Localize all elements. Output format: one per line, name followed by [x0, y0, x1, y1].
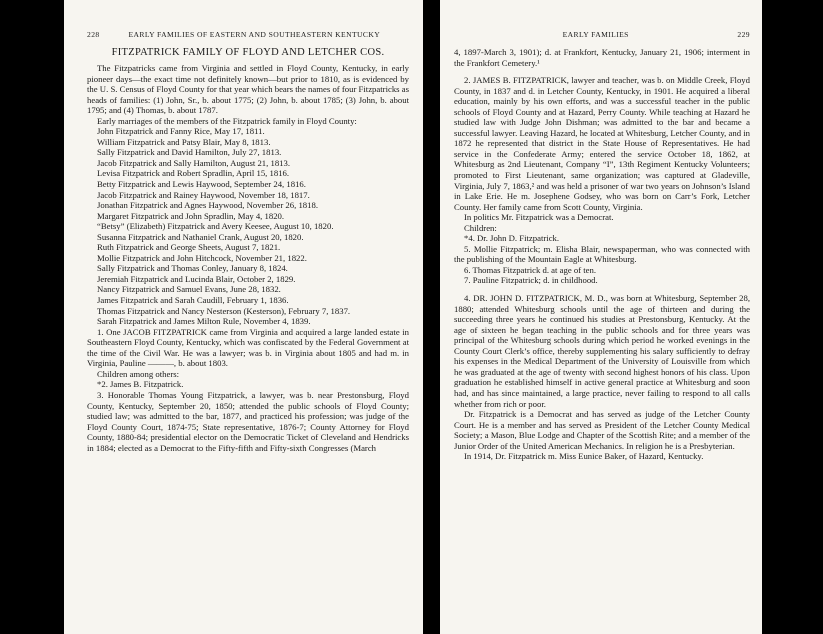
child-entry: 6. Thomas Fitzpatrick d. at age of ten.: [464, 264, 597, 275]
list-item: Jonathan Fitzpatrick and Agnes Haywood, November 26, 1818.: [97, 200, 319, 211]
running-head: EARLY FAMILIES: [562, 30, 629, 39]
list-item: Susanna Fitzpatrick and Nathaniel Crank, August 20, 1820.: [97, 231, 304, 242]
paragraph-james: 2. JAMES B. FITZPATRICK, lawyer and teacher, was b. on Middle Creek, Floyd County, in 1837 and d. in Letcher County, Kentucky, in 1901. He acquired a liberal education, mainly by his own efforts, and was a successful teacher in the public schools of Floyd County and at Hazard, Perry County. While teaching at Hazard he studied law with Judge John Dishman; was admitted to the bar and became a successful lawyer. Leaving Hazard, he located at Whitesburg, Letcher County, and in 1872 he represented that district in the State House of Representatives. He had service in the Confederate Army; entered the service October 18, 1862, at Whitesburg as 2nd Lieutenant, Company “I”, 13th Regiment Kentucky Volunteers; promoted to First Lieutenant, same organization; was captured at Gladeville, Virginia, July 7, 1863,² and was held a prisoner of war two years on Johnson’s Island in Lake Erie. He m. Josephene Godsey, who was born on Carr’s Fork, Letcher County. Her family came from Scott County, Virginia.: [454, 75, 750, 212]
list-item: Thomas Fitzpatrick and Nancy Nesterson (Kesterson), February 7, 1837.: [97, 305, 351, 316]
right-page: [440, 0, 762, 634]
children-label: Children among others:: [97, 368, 180, 379]
list-item: John Fitzpatrick and Fanny Rice, May 17, 1811.: [97, 126, 265, 137]
child-entry: *4. Dr. John D. Fitzpatrick.: [464, 233, 560, 244]
paragraph-john-marriage: In 1914, Dr. Fitzpatrick m. Miss Eunice Baker, of Hazard, Kentucky.: [464, 451, 704, 462]
left-page: [64, 0, 423, 634]
list-item: Sarah Fitzpatrick and James Milton Rule, November 4, 1839.: [97, 316, 311, 327]
list-item: Mollie Fitzpatrick and John Hitchcock, November 21, 1822.: [97, 252, 307, 263]
page-number: 228: [87, 30, 100, 39]
marriages-intro: Early marriages of the members of the Fitzpatrick family in Floyd County:: [97, 115, 357, 126]
paragraph-thomas: 3. Honorable Thomas Young Fitzpatrick, a lawyer, was b. near Prestonsburg, Floyd County, Kentucky, September 20, 1850; attended the public schools of Floyd County; studied law; was admitted to the bar, 1877, and practiced his profession; was judge of the Floyd County Court, 1874-75; State representative, 1876-7; County Attorney for Floyd County, 1880-84; presidential elector on the Democratic Ticket of Cleveland and Hendricks in 1884; elected as a Democrat to the Fifty-fifth and Fifty-sixth Congresses (March: [87, 389, 409, 453]
list-item: Jacob Fitzpatrick and Rainey Haywood, November 18, 1817.: [97, 189, 310, 200]
child-entry: 5. Mollie Fitzpatrick; m. Elisha Blair, newspaperman, who was connected with the publishing of the Mountain Eagle at Whitesburg.: [454, 243, 750, 265]
intro-paragraph: The Fitzpatricks came from Virginia and settled in Floyd County, Kentucky, in early pioneer days—the exact time not definitely known—but prior to 1810, as is evidenced by the U. S. Census of Floyd County for that year which bears the names of four Fitzpatricks as heads of families: (1) John, Sr., b. about 1775; (2) John, b. about 1785; (3) John, b. about 1795; and (4) Thomas, b. about 1787.: [87, 63, 409, 116]
page-number: 229: [737, 30, 750, 39]
list-item: Sally Fitzpatrick and Thomas Conley, January 8, 1824.: [97, 263, 288, 274]
paragraph-john: 4. DR. JOHN D. FITZPATRICK, M. D., was born at Whitesburg, September 28, 1880; attended Whitesburg schools until the age of thirteen and during the succeeding three years he continued his studies at Prestonsburg, Kentucky. At the age of sixteen he began teaching in the public schools and for three years was principal of the Whitesburg schools during which period he worked evenings in the County Court Clerk’s office, thereby supplementing his salary sufficiently to defray his expenses in the Medical Department of the University of Louisville from which he was graduated at the age of twenty with second highest honors of his class. Upon graduation he established himself in active general practice at Whitesburg and soon had, and has since maintained, a large practice, never failing to respond to all calls whether from rich or poor.: [454, 293, 750, 409]
paragraph-jacob: 1. One JACOB FITZPATRICK came from Virginia and acquired a large landed estate in Southeastern Floyd County, Kentucky, which was confiscated by the Federal Government at the time of the Civil War. He was a lawyer; was b. in Virginia about 1805 and had m. in Virginia, Pauline ———, b. about 1803.: [87, 326, 409, 369]
running-head: EARLY FAMILIES OF EASTERN AND SOUTHEASTERN KENTUCKY: [128, 30, 381, 39]
list-item: Ruth Fitzpatrick and George Sheets, August 7, 1821.: [97, 242, 281, 253]
child-entry: *2. James B. Fitzpatrick.: [97, 379, 184, 390]
politics-line: In politics Mr. Fitzpatrick was a Democrat.: [464, 212, 614, 223]
list-item: William Fitzpatrick and Patsy Blair, May 8, 1813.: [97, 136, 271, 147]
list-item: James Fitzpatrick and Sarah Caudill, February 1, 1836.: [97, 295, 289, 306]
children-label: Children:: [464, 222, 497, 233]
continuation-paragraph: 4, 1897-March 3, 1901); d. at Frankfort, Kentucky, January 21, 1906; interment in the Frankfort Cemetery.¹: [454, 47, 750, 68]
child-entry: 7. Pauline Fitzpatrick; d. in childhood.: [464, 275, 598, 286]
list-item: Jeremiah Fitzpatrick and Lucinda Blair, October 2, 1829.: [97, 273, 296, 284]
list-item: Nancy Fitzpatrick and Samuel Evans, June 28, 1832.: [97, 284, 281, 295]
chapter-title: FITZPATRICK FAMILY OF FLOYD AND LETCHER COS.: [111, 47, 385, 58]
list-item: Sally Fitzpatrick and David Hamilton, July 27, 1813.: [97, 147, 282, 158]
paragraph-john-memberships: Dr. Fitzpatrick is a Democrat and has served as judge of the Letcher County Court. He is a member and has served as President of the Letcher County Medical Society; a Mason, Blue Lodge and Chapter of the Scottish Rite; and a member of the Junior Order of the United American Mechanics. In religion he is a Presbyterian.: [454, 409, 750, 451]
list-item: Betty Fitzpatrick and Lewis Haywood, September 24, 1816.: [97, 179, 306, 190]
list-item: “Betsy” (Elizabeth) Fitzpatrick and Avery Keesee, August 10, 1820.: [97, 221, 334, 232]
right-page-header: [454, 30, 750, 39]
left-page-header: [87, 30, 409, 39]
list-item: Levisa Fitzpatrick and Robert Spradlin, April 15, 1816.: [97, 168, 290, 179]
marriages-list: [87, 126, 409, 326]
list-item: Jacob Fitzpatrick and Sally Hamilton, August 21, 1813.: [97, 157, 291, 168]
list-item: Margaret Fitzpatrick and John Spradlin, May 4, 1820.: [97, 210, 285, 221]
